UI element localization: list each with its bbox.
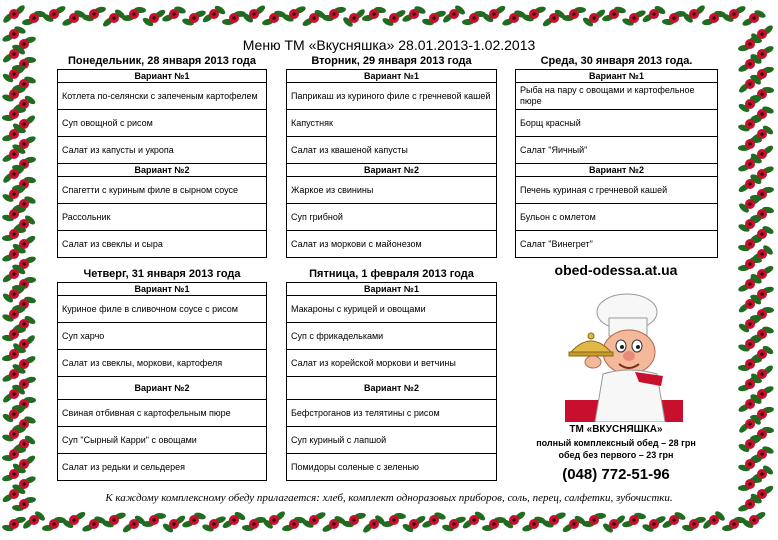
- flower-icon: [12, 334, 37, 355]
- flower-icon: [641, 4, 666, 23]
- variant-label: Вариант №2: [58, 164, 267, 177]
- flower-icon: [2, 4, 27, 25]
- flower-icon: [11, 75, 36, 92]
- flower-icon: [441, 516, 466, 533]
- flower-icon: [41, 4, 66, 23]
- dish: Суп с фрикадельками: [287, 323, 497, 350]
- flower-icon: [661, 511, 686, 530]
- flower-icon: [737, 314, 762, 334]
- dish: Паприкаш из куриного филе с гречневой кашей: [287, 83, 497, 110]
- dish: Котлета по-селянски с запеченым картофелем: [58, 83, 267, 110]
- flower-icon: [622, 512, 647, 528]
- variant-label: Вариант №2: [287, 164, 497, 177]
- flower-icon: [101, 511, 126, 528]
- flower-icon: [201, 515, 226, 533]
- variant-label: Вариант №1: [58, 70, 267, 83]
- flower-icon: [750, 307, 774, 321]
- variant-label: Вариант №1: [287, 283, 497, 296]
- flower-icon: [737, 174, 762, 193]
- flower-icon: [2, 227, 26, 242]
- flower-icon: [1, 466, 26, 483]
- flower-icon: [750, 426, 775, 441]
- page-title: Меню ТМ «Вкусняшка» 28.01.2013-1.02.2013: [242, 37, 536, 53]
- flower-icon: [738, 477, 762, 491]
- dish: Суп "Сырный Карри" с овощами: [58, 427, 267, 454]
- flower-icon: [381, 9, 406, 28]
- flower-icon: [737, 335, 762, 353]
- variant-label: Вариант №2: [287, 377, 497, 400]
- flower-icon: [461, 510, 486, 530]
- variant-label: Вариант №1: [516, 70, 718, 83]
- flower-icon: [738, 194, 763, 214]
- flower-icon: [382, 512, 407, 527]
- flower-icon: [737, 115, 762, 132]
- flower-icon: [161, 514, 186, 534]
- flower-icon: [61, 9, 86, 27]
- flower-icon: [682, 516, 707, 532]
- flower-icon: [301, 8, 326, 27]
- flower-icon: [1, 305, 26, 323]
- variant-label: Вариант №2: [58, 377, 267, 400]
- dish: Рассольник: [58, 204, 267, 231]
- flower-icon: [222, 11, 246, 25]
- flower-icon: [181, 511, 206, 528]
- flower-icon: [282, 516, 307, 532]
- flower-icon: [12, 176, 37, 192]
- flower-icon: [750, 86, 774, 101]
- flower-icon: [1, 144, 26, 163]
- flower-icon: [11, 415, 36, 433]
- dish: Спагетти с куриным филе в сырном соусе: [58, 177, 267, 204]
- day-heading: Четверг, 31 января 2013 года: [83, 268, 241, 280]
- dish: Салат из квашеной капусты: [287, 137, 497, 164]
- flower-icon: [749, 325, 774, 342]
- flower-icon: [1, 284, 26, 304]
- flower-icon: [561, 514, 586, 534]
- flower-icon: [22, 10, 47, 26]
- flower-icon: [722, 516, 747, 531]
- day-thursday: [57, 268, 267, 481]
- dish: Жаркое из свинины: [287, 177, 497, 204]
- flower-icon: [342, 8, 367, 29]
- dish: Суп грибной: [287, 204, 497, 231]
- flower-icon: [81, 6, 106, 23]
- variant-label: Вариант №1: [58, 283, 267, 296]
- dish: Куриное филе в сливочном соусе с рисом: [58, 296, 267, 323]
- flower-icon: [101, 8, 126, 28]
- flower-icon: [501, 9, 526, 27]
- flower-icon: [201, 4, 226, 24]
- flower-icon: [562, 7, 586, 21]
- flower-icon: [737, 155, 762, 172]
- flower-icon: [702, 10, 727, 26]
- menu-table: [286, 69, 497, 258]
- flower-icon: [11, 475, 36, 493]
- day-heading: Среда, 30 января 2013 года.: [540, 55, 693, 67]
- flower-icon: [321, 515, 346, 534]
- flower-icon: [721, 5, 746, 24]
- flower-icon: [749, 165, 774, 183]
- flower-icon: [61, 510, 86, 529]
- flower-icon: [1, 404, 26, 424]
- flower-icon: [1, 85, 26, 103]
- flower-icon: [442, 4, 467, 24]
- flower-icon: [738, 414, 763, 435]
- flower-icon: [737, 294, 762, 314]
- flower-icon: [181, 9, 206, 26]
- flower-icon: [601, 6, 626, 23]
- flower-icon: [738, 256, 763, 271]
- dish: Суп харчо: [58, 323, 267, 350]
- dish: Салат из корейской моркови и ветчины: [287, 350, 497, 377]
- flower-icon: [662, 10, 687, 25]
- flower-icon: [602, 514, 627, 534]
- flower-icon: [741, 9, 766, 28]
- flower-icon: [750, 186, 774, 201]
- flower-icon: [462, 11, 486, 26]
- flower-icon: [142, 513, 166, 527]
- flower-icon: [737, 434, 762, 453]
- flower-icon: [12, 277, 36, 291]
- flower-icon: [1, 264, 26, 284]
- flower-icon: [11, 135, 36, 153]
- flower-icon: [749, 124, 774, 144]
- flower-icon: [749, 445, 774, 463]
- flower-icon: [750, 66, 775, 82]
- flower-icon: [749, 105, 774, 123]
- flower-icon: [42, 516, 66, 531]
- dish: Салат "Яичный": [516, 137, 718, 164]
- flower-icon: [737, 215, 762, 234]
- menu-table: [57, 69, 267, 258]
- flower-icon: [750, 206, 775, 222]
- footer-note: К каждому комплексному обеду прилагается: хлеб, комплект одноразовых приборов, соль, перец, салфетки, зубочистки.: [105, 492, 673, 504]
- flower-icon: [161, 5, 186, 23]
- flower-icon: [521, 5, 546, 22]
- flower-icon: [12, 156, 37, 172]
- dish: Рыба на пару с овощами и картофельное пюре: [516, 83, 718, 110]
- flower-icon: [501, 510, 526, 530]
- website-url: obed-odessa.at.ua: [554, 262, 678, 278]
- dish: Суп куриный с лапшой: [287, 427, 497, 454]
- flower-icon: [362, 514, 387, 535]
- flower-icon: [1, 184, 26, 203]
- flower-icon: [221, 510, 246, 529]
- flower-icon: [11, 234, 36, 254]
- flower-icon: [422, 10, 447, 26]
- flower-icon: [261, 10, 286, 27]
- flower-icon: [749, 464, 774, 484]
- price-no-first: обед без первого – 23 грн: [558, 450, 674, 460]
- flower-icon: [481, 4, 506, 24]
- flower-icon: [11, 355, 36, 374]
- flower-icon: [737, 456, 762, 473]
- flower-icon: [22, 510, 47, 530]
- menu-table: [57, 282, 267, 481]
- flower-icon: [737, 275, 762, 293]
- dish: Суп овощной с рисом: [58, 110, 267, 137]
- flower-icon: [738, 376, 763, 392]
- flower-icon: [262, 510, 287, 530]
- day-friday: [286, 268, 497, 481]
- flower-icon: [401, 514, 426, 533]
- flower-icon: [741, 510, 766, 529]
- flower-icon: [11, 255, 36, 272]
- flower-icon: [11, 434, 36, 454]
- menu-table: [515, 69, 718, 258]
- flower-icon: [1, 425, 26, 442]
- flower-icon: [2, 384, 27, 404]
- flower-icon: [1, 365, 26, 384]
- day-heading: Понедельник, 28 января 2013 года: [67, 55, 257, 67]
- flower-icon: [749, 385, 774, 404]
- flower-icon: [11, 314, 36, 333]
- dish: Макароны с курицей и овощами: [287, 296, 497, 323]
- flower-icon: [362, 6, 387, 22]
- flower-icon: [621, 9, 646, 27]
- dish: Печень куриная с гречневой кашей: [516, 177, 718, 204]
- flower-icon: [737, 94, 762, 113]
- day-wednesday: [515, 55, 718, 258]
- flower-icon: [281, 5, 306, 23]
- dish: Салат из редьки и сельдерея: [58, 454, 267, 481]
- variant-label: Вариант №2: [516, 164, 718, 177]
- flower-icon: [738, 357, 762, 372]
- flower-icon: [641, 515, 666, 534]
- flower-icon: [750, 364, 775, 384]
- flower-icon: [737, 55, 762, 74]
- phone-number: (048) 772-51-96: [562, 466, 670, 483]
- dish: Салат из капусты и укропа: [58, 137, 267, 164]
- flower-icon: [737, 395, 762, 414]
- flower-icon: [521, 515, 546, 532]
- flower-icon: [121, 514, 146, 534]
- brand-name: ТМ «ВКУСНЯШКА»: [569, 424, 663, 435]
- dish: Салат из свеклы и сыра: [58, 231, 267, 258]
- price-full: полный комплексный обед – 28 грн: [536, 438, 696, 448]
- flower-icon: [2, 107, 26, 122]
- flower-icon: [1, 126, 26, 143]
- flower-icon: [750, 244, 775, 265]
- flower-icon: [241, 4, 266, 24]
- flower-icon: [141, 8, 166, 28]
- variant-label: Вариант №1: [287, 70, 497, 83]
- flower-icon: [242, 516, 266, 531]
- dish: Помидоры соленые с зеленью: [287, 454, 497, 481]
- dish: Салат из свеклы, моркови, картофеля: [58, 350, 267, 377]
- flower-icon: [1, 206, 26, 223]
- day-monday: [57, 55, 267, 258]
- dish: Салат из моркови с майонезом: [287, 231, 497, 258]
- flower-icon: [738, 137, 762, 151]
- flower-icon: [342, 512, 367, 528]
- flower-icon: [12, 57, 36, 71]
- dish: Борщ красный: [516, 110, 718, 137]
- chef-illustration: [565, 290, 683, 422]
- dish: Свиная отбивная с картофельным пюре: [58, 400, 267, 427]
- flower-icon: [11, 296, 36, 313]
- flower-icon: [2, 164, 27, 185]
- dish: Бефстроганов из телятины с рисом: [287, 400, 497, 427]
- flower-icon: [749, 264, 774, 283]
- flower-icon: [482, 517, 506, 531]
- flower-icon: [122, 7, 146, 22]
- flower-icon: [11, 94, 36, 114]
- dish: Капустняк: [287, 110, 497, 137]
- flower-icon: [11, 195, 36, 213]
- flower-icon: [2, 447, 26, 461]
- flower-icon: [401, 5, 426, 24]
- flower-icon: [749, 344, 774, 364]
- dish: Салат "Винегрет": [516, 231, 718, 258]
- menu-table: [286, 282, 497, 481]
- flower-icon: [749, 225, 774, 244]
- flower-icon: [12, 397, 36, 412]
- flower-icon: [749, 286, 774, 303]
- flower-icon: [81, 515, 106, 533]
- flower-icon: [750, 406, 775, 422]
- flower-icon: [738, 74, 763, 94]
- flower-icon: [581, 8, 606, 28]
- dish: Бульон с омлетом: [516, 204, 718, 231]
- flower-icon: [11, 454, 36, 474]
- flower-icon: [12, 376, 37, 392]
- flower-icon: [11, 114, 36, 134]
- flower-icon: [322, 6, 347, 21]
- flower-icon: [1, 245, 26, 263]
- flower-icon: [541, 511, 566, 529]
- day-heading: Вторник, 29 января 2013 года: [311, 55, 472, 67]
- flower-icon: [582, 513, 606, 528]
- flower-icon: [11, 214, 36, 234]
- flower-icon: [2, 326, 27, 341]
- flower-icon: [1, 64, 26, 84]
- flower-icon: [301, 511, 326, 530]
- flower-icon: [749, 144, 774, 164]
- flower-icon: [682, 4, 707, 25]
- day-heading: Пятница, 1 февраля 2013 года: [309, 268, 474, 280]
- day-tuesday: [286, 55, 497, 258]
- flower-icon: [2, 516, 27, 532]
- flower-icon: [541, 8, 566, 28]
- flower-icon: [738, 236, 763, 252]
- flower-icon: [702, 510, 727, 531]
- flower-icon: [421, 511, 446, 529]
- flower-icon: [2, 346, 27, 362]
